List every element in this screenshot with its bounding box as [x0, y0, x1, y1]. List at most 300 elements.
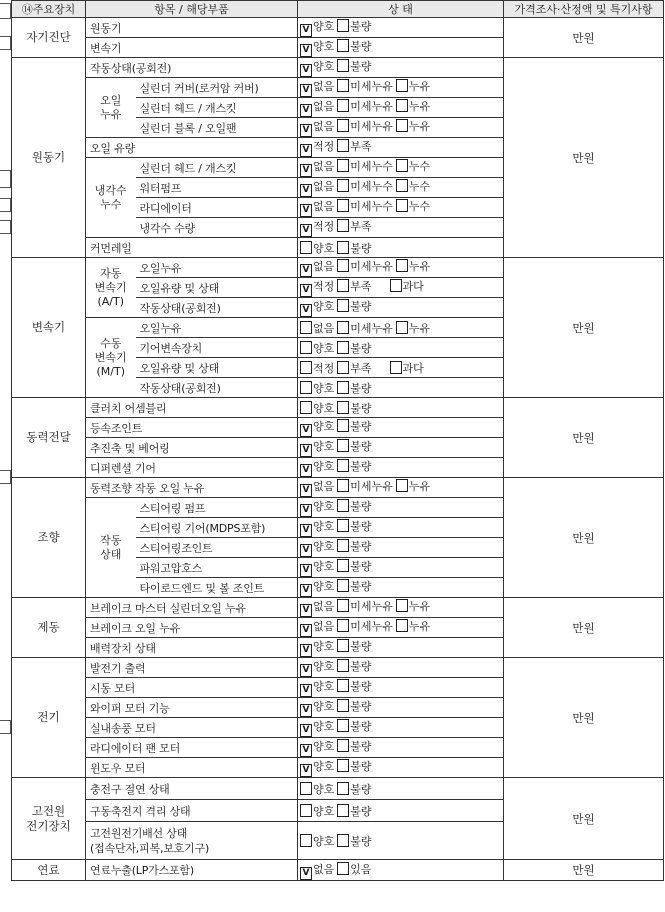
state-option-label: 양호 [313, 60, 335, 73]
state-option-label: 양호 [313, 834, 335, 848]
checkbox-icon[interactable] [337, 579, 349, 592]
item-label: 작동상태(공회전) [136, 298, 298, 318]
checkbox-icon[interactable] [337, 679, 349, 692]
state-options [298, 238, 504, 258]
state-options [298, 718, 504, 738]
state-option [337, 58, 371, 74]
state-option [300, 458, 334, 477]
checked-checkbox-icon[interactable]: V [300, 224, 312, 237]
checkbox-icon[interactable] [337, 279, 349, 292]
state-options [298, 78, 504, 98]
state-option-label: 없음 [313, 600, 335, 613]
checkbox-icon[interactable] [337, 699, 349, 712]
state-option [300, 118, 334, 137]
state-option [300, 298, 334, 317]
state-option [337, 278, 371, 294]
checkbox-icon[interactable] [337, 199, 349, 212]
checked-checkbox-icon[interactable]: V [300, 284, 312, 297]
checkbox-icon[interactable] [396, 179, 408, 192]
item-label: 클러치 어셈블리 [86, 398, 298, 418]
margin-fragment [0, 720, 11, 734]
state-option-label: 양호 [313, 520, 335, 533]
state-option [337, 38, 371, 54]
state-options [298, 598, 504, 618]
state-option-label: 양호 [313, 680, 335, 693]
state-options [298, 538, 504, 558]
state-option [300, 658, 334, 677]
state-option [337, 618, 393, 634]
subgroup-auto-transmission: 자동 변속기 (A/T) [86, 258, 136, 318]
checkbox-icon[interactable] [300, 241, 312, 254]
state-option-label: 없음 [313, 200, 335, 213]
checkbox-icon[interactable] [337, 834, 349, 847]
state-option-label: 없음 [313, 260, 335, 273]
table-row [12, 478, 664, 498]
state-option [300, 578, 334, 597]
state-options [298, 578, 504, 598]
state-options [298, 358, 504, 378]
checkbox-icon[interactable] [337, 99, 349, 112]
margin-fragment [0, 36, 11, 50]
checkbox-icon[interactable] [337, 159, 349, 172]
state-option [337, 320, 393, 336]
state-option [337, 298, 371, 314]
state-option-label: 불량 [350, 804, 372, 818]
state-option-label: 불량 [350, 520, 372, 533]
price-cell: 만원 [504, 18, 664, 58]
checkbox-icon[interactable] [337, 782, 349, 795]
checkbox-icon[interactable] [337, 341, 349, 354]
checkbox-icon[interactable] [396, 479, 408, 492]
state-options [298, 98, 504, 118]
state-option-label: 없음 [313, 160, 335, 173]
state-option-label: 적정 [313, 220, 335, 233]
checkbox-icon[interactable] [337, 119, 349, 132]
item-label: 라디에이터 [136, 198, 298, 218]
state-option [390, 278, 424, 294]
state-option-label: 불량 [350, 760, 372, 773]
table-row [12, 860, 664, 881]
state-option [300, 38, 334, 57]
checked-checkbox-icon[interactable]: V [300, 104, 312, 117]
checkbox-icon[interactable] [300, 361, 312, 374]
checkbox-icon[interactable] [300, 804, 312, 817]
category-power-transmission: 동력전달 [12, 398, 86, 478]
category-braking: 제동 [12, 598, 86, 658]
state-options [298, 278, 504, 298]
state-option-label: 없음 [313, 321, 335, 335]
checked-checkbox-icon[interactable]: V [300, 164, 312, 177]
item-label: 스티어링 기어(MDPS포함) [136, 518, 298, 538]
checked-checkbox-icon[interactable]: V [300, 724, 312, 737]
checkbox-icon[interactable] [337, 259, 349, 272]
state-options [298, 178, 504, 198]
checkbox-icon[interactable] [337, 459, 349, 472]
state-options [298, 158, 504, 178]
checked-checkbox-icon[interactable]: V [300, 764, 312, 777]
checked-checkbox-icon[interactable]: V [300, 644, 312, 657]
state-option [300, 178, 334, 197]
state-option [300, 861, 334, 880]
price-cell: 만원 [504, 258, 664, 398]
state-option [300, 18, 334, 37]
state-options [298, 418, 504, 438]
checkbox-icon[interactable] [337, 59, 349, 72]
item-label: 브레이크 오일 누유 [86, 618, 298, 638]
checkbox-icon[interactable] [396, 99, 408, 112]
checkbox-icon[interactable] [337, 219, 349, 232]
checkbox-icon[interactable] [337, 19, 349, 32]
table-row [12, 598, 664, 618]
checkbox-icon[interactable] [337, 759, 349, 772]
checkbox-icon[interactable] [337, 619, 349, 632]
state-option [337, 558, 371, 574]
checkbox-icon[interactable] [337, 539, 349, 552]
checkbox-icon[interactable] [396, 119, 408, 132]
checkbox-icon[interactable] [300, 401, 312, 414]
item-label: 등속조인트 [86, 418, 298, 438]
checkbox-icon[interactable] [337, 639, 349, 652]
checked-checkbox-icon[interactable]: V [300, 524, 312, 537]
state-option-label: 불량 [350, 720, 372, 733]
state-option [300, 78, 334, 97]
category-transmission: 변속기 [12, 258, 86, 398]
item-label: 작동상태(공회전) [86, 58, 298, 78]
checkbox-icon[interactable] [396, 619, 408, 632]
state-option-label: 누유 [408, 100, 431, 113]
state-option [300, 598, 334, 617]
item-label: 변속기 [86, 38, 298, 58]
subgroup-oil-leak: 오일 누유 [86, 78, 136, 138]
checkbox-icon[interactable] [337, 139, 349, 152]
checkbox-icon[interactable] [337, 599, 349, 612]
checkbox-icon[interactable] [300, 782, 312, 795]
item-label: 기어변속장치 [136, 338, 298, 358]
state-option-label: 양호 [313, 401, 335, 415]
state-option-label: 미세누유 [350, 260, 393, 273]
state-option [300, 98, 334, 117]
state-options [298, 618, 504, 638]
checked-checkbox-icon[interactable]: V [300, 84, 312, 97]
item-label: 워터펌프 [136, 178, 298, 198]
checked-checkbox-icon[interactable]: V [300, 544, 312, 557]
checked-checkbox-icon[interactable]: V [300, 304, 312, 317]
checkbox-icon[interactable] [337, 79, 349, 92]
item-label: 원동기 [86, 18, 298, 38]
item-label: 디퍼렌셜 기어 [86, 458, 298, 478]
state-option-label: 불량 [350, 560, 372, 573]
item-label: 고전원전기배선 상태 (접속단자,피복,보호기구) [86, 822, 298, 860]
state-options [298, 778, 504, 800]
main-devices-table [11, 0, 664, 881]
state-option-label: 양호 [313, 700, 335, 713]
state-option-label: 불량 [350, 300, 372, 313]
item-label: 오일누유 [136, 258, 298, 278]
item-label: 충전구 절연 상태 [86, 778, 298, 800]
state-option [337, 258, 393, 274]
checkbox-icon[interactable] [337, 804, 349, 817]
item-label: 오일 유량 [86, 138, 298, 158]
state-options [298, 800, 504, 822]
checkbox-icon[interactable] [337, 381, 349, 394]
state-option-label: 불량 [350, 660, 372, 673]
state-option-label: 미세누수 [350, 180, 393, 193]
state-option [300, 538, 334, 557]
table-row [12, 258, 664, 278]
item-label: 연료누출(LP가스포함) [86, 860, 298, 881]
checkbox-icon[interactable] [396, 199, 408, 212]
checked-checkbox-icon[interactable]: V [300, 184, 312, 197]
state-options [298, 118, 504, 138]
state-option [337, 658, 371, 674]
checkbox-icon[interactable] [337, 299, 349, 312]
checkbox-icon[interactable] [396, 321, 408, 334]
table-header-row [12, 1, 664, 18]
header-item: 항목 / 해당부품 [86, 1, 298, 18]
state-option [337, 198, 393, 214]
item-label: 시동 모터 [86, 678, 298, 698]
item-label: 타이로드엔드 및 볼 조인트 [136, 578, 298, 598]
state-option [337, 380, 371, 396]
state-option [300, 278, 334, 297]
state-option [300, 558, 334, 577]
state-option [337, 438, 371, 454]
state-option [337, 718, 371, 734]
state-options [298, 658, 504, 678]
checkbox-icon[interactable] [300, 381, 312, 394]
state-option-label: 누유 [408, 120, 431, 133]
checkbox-icon[interactable] [337, 39, 349, 52]
checkbox-icon[interactable] [337, 419, 349, 432]
checkbox-icon[interactable] [390, 279, 402, 292]
header-main-device: ⑭주요장치 [12, 1, 86, 18]
checkbox-icon[interactable] [337, 499, 349, 512]
checked-checkbox-icon[interactable]: V [300, 744, 312, 757]
state-option [337, 240, 371, 256]
state-option-label: 불량 [350, 500, 372, 513]
category-self-diagnosis: 자기진단 [12, 18, 86, 58]
checked-checkbox-icon[interactable]: V [300, 484, 312, 497]
state-option [300, 340, 334, 356]
state-option-label: 불량 [350, 782, 372, 796]
checked-checkbox-icon[interactable]: V [300, 504, 312, 517]
state-option [300, 498, 334, 517]
checked-checkbox-icon[interactable]: V [300, 464, 312, 477]
state-option [396, 598, 430, 614]
state-option-label: 미세누유 [350, 620, 393, 633]
state-option-label: 과다 [402, 280, 424, 293]
item-label: 배력장치 상태 [86, 638, 298, 658]
state-option-label: 미세누수 [350, 160, 393, 173]
item-label: 스티어링조인트 [136, 538, 298, 558]
state-option [337, 861, 371, 877]
checkbox-icon[interactable] [337, 719, 349, 732]
state-options [298, 138, 504, 158]
checkbox-icon[interactable] [300, 341, 312, 354]
state-option [337, 418, 371, 434]
item-label: 스티어링 펌프 [136, 498, 298, 518]
state-option [396, 118, 430, 134]
state-option [300, 58, 334, 77]
state-option-label: 적정 [313, 361, 335, 375]
checked-checkbox-icon[interactable]: V [300, 867, 312, 880]
margin-fragment [0, 470, 11, 484]
state-option [337, 758, 371, 774]
checked-checkbox-icon[interactable]: V [300, 144, 312, 157]
inspection-sheet [11, 0, 665, 912]
state-option-label: 없음 [313, 862, 335, 876]
state-option [300, 360, 334, 376]
item-label: 파워고압호스 [136, 558, 298, 578]
state-option-label: 누수 [408, 160, 431, 173]
checkbox-icon[interactable] [337, 739, 349, 752]
state-option [300, 618, 334, 637]
state-option-label: 없음 [313, 180, 335, 193]
state-option [300, 518, 334, 537]
checkbox-icon[interactable] [337, 361, 349, 374]
state-options [298, 18, 504, 38]
checkbox-icon[interactable] [300, 321, 312, 334]
state-options [298, 558, 504, 578]
checked-checkbox-icon[interactable]: V [300, 24, 312, 37]
checkbox-icon[interactable] [390, 361, 402, 374]
state-option [300, 418, 334, 437]
state-options [298, 38, 504, 58]
state-option [390, 360, 424, 376]
checkbox-icon[interactable] [300, 834, 312, 847]
checkbox-icon[interactable] [337, 519, 349, 532]
state-option-label: 누유 [408, 480, 431, 493]
state-option-label: 불량 [350, 460, 372, 473]
state-option [337, 18, 371, 34]
checkbox-icon[interactable] [337, 401, 349, 414]
checkbox-icon[interactable] [337, 241, 349, 254]
checkbox-icon[interactable] [337, 479, 349, 492]
state-option [300, 803, 334, 819]
checked-checkbox-icon[interactable]: V [300, 704, 312, 717]
price-cell: 만원 [504, 778, 664, 860]
state-option [396, 618, 430, 634]
checkbox-icon[interactable] [396, 159, 408, 172]
state-option [300, 833, 334, 849]
checkbox-icon[interactable] [337, 439, 349, 452]
state-options [298, 758, 504, 778]
header-state: 상 태 [298, 1, 504, 18]
state-options [298, 458, 504, 478]
checked-checkbox-icon[interactable]: V [300, 64, 312, 77]
table-row [12, 658, 664, 678]
state-option-label: 누유 [408, 600, 431, 613]
item-label: 윈도우 모터 [86, 758, 298, 778]
state-option-label: 미세누유 [350, 321, 393, 335]
state-options [298, 822, 504, 860]
checked-checkbox-icon[interactable]: V [300, 564, 312, 577]
checkbox-icon[interactable] [396, 599, 408, 612]
state-option [337, 138, 371, 154]
state-option-label: 불량 [350, 241, 372, 255]
state-option [337, 678, 371, 694]
state-option-label: 불량 [350, 640, 372, 653]
checkbox-icon[interactable] [337, 862, 349, 875]
checkbox-icon[interactable] [337, 559, 349, 572]
state-option-label: 없음 [313, 100, 335, 113]
margin-fragment [0, 170, 11, 188]
checked-checkbox-icon[interactable]: V [300, 604, 312, 617]
state-option-label: 양호 [313, 460, 335, 473]
state-option-label: 양호 [313, 20, 335, 33]
state-options [298, 638, 504, 658]
state-options [298, 258, 504, 278]
left-margin-strip [0, 0, 11, 912]
state-option-label: 불량 [350, 20, 372, 33]
checkbox-icon[interactable] [337, 659, 349, 672]
state-options [298, 198, 504, 218]
checkbox-icon[interactable] [337, 179, 349, 192]
state-option [396, 478, 430, 494]
state-option-label: 양호 [313, 760, 335, 773]
state-option-label: 누유 [408, 620, 431, 633]
state-option [300, 198, 334, 217]
state-option [337, 218, 371, 234]
item-label: 라디에이터 팬 모터 [86, 738, 298, 758]
item-label: 발전기 출력 [86, 658, 298, 678]
state-option [396, 258, 430, 274]
state-option [396, 98, 430, 114]
checked-checkbox-icon[interactable]: V [300, 204, 312, 217]
state-option [337, 478, 393, 494]
state-option [337, 803, 371, 819]
state-option [337, 598, 393, 614]
state-option-label: 양호 [313, 660, 335, 673]
item-label: 와이퍼 모터 기능 [86, 698, 298, 718]
header-price: 가격조사·산정액 및 특기사항 [504, 1, 664, 18]
state-options [298, 338, 504, 358]
state-option [300, 638, 334, 657]
state-option [337, 518, 371, 534]
state-option [396, 198, 430, 214]
item-label: 구동축전지 격리 상태 [86, 800, 298, 822]
checked-checkbox-icon[interactable]: V [300, 444, 312, 457]
checked-checkbox-icon[interactable]: V [300, 664, 312, 677]
state-option-label: 불량 [350, 341, 372, 355]
checked-checkbox-icon[interactable]: V [300, 424, 312, 437]
state-option [300, 218, 334, 237]
checkbox-icon[interactable] [396, 79, 408, 92]
state-option-label: 불량 [350, 540, 372, 553]
checked-checkbox-icon[interactable]: V [300, 624, 312, 637]
state-option [337, 360, 371, 376]
item-label: 오일유량 및 상태 [136, 278, 298, 298]
checked-checkbox-icon[interactable]: V [300, 684, 312, 697]
state-option [337, 781, 371, 797]
checked-checkbox-icon[interactable]: V [300, 584, 312, 597]
price-cell: 만원 [504, 860, 664, 881]
checked-checkbox-icon[interactable]: V [300, 264, 312, 277]
state-option-label: 없음 [313, 80, 335, 93]
state-option [337, 698, 371, 714]
price-cell: 만원 [504, 478, 664, 598]
state-option [396, 78, 430, 94]
checked-checkbox-icon[interactable]: V [300, 124, 312, 137]
item-label: 동력조향 작동 오일 누유 [86, 478, 298, 498]
checkbox-icon[interactable] [337, 321, 349, 334]
checkbox-icon[interactable] [396, 259, 408, 272]
checked-checkbox-icon[interactable]: V [300, 44, 312, 57]
state-option-label: 양호 [313, 500, 335, 513]
state-option-label: 양호 [313, 40, 335, 53]
state-option [300, 158, 334, 177]
state-option-label: 없음 [313, 620, 335, 633]
